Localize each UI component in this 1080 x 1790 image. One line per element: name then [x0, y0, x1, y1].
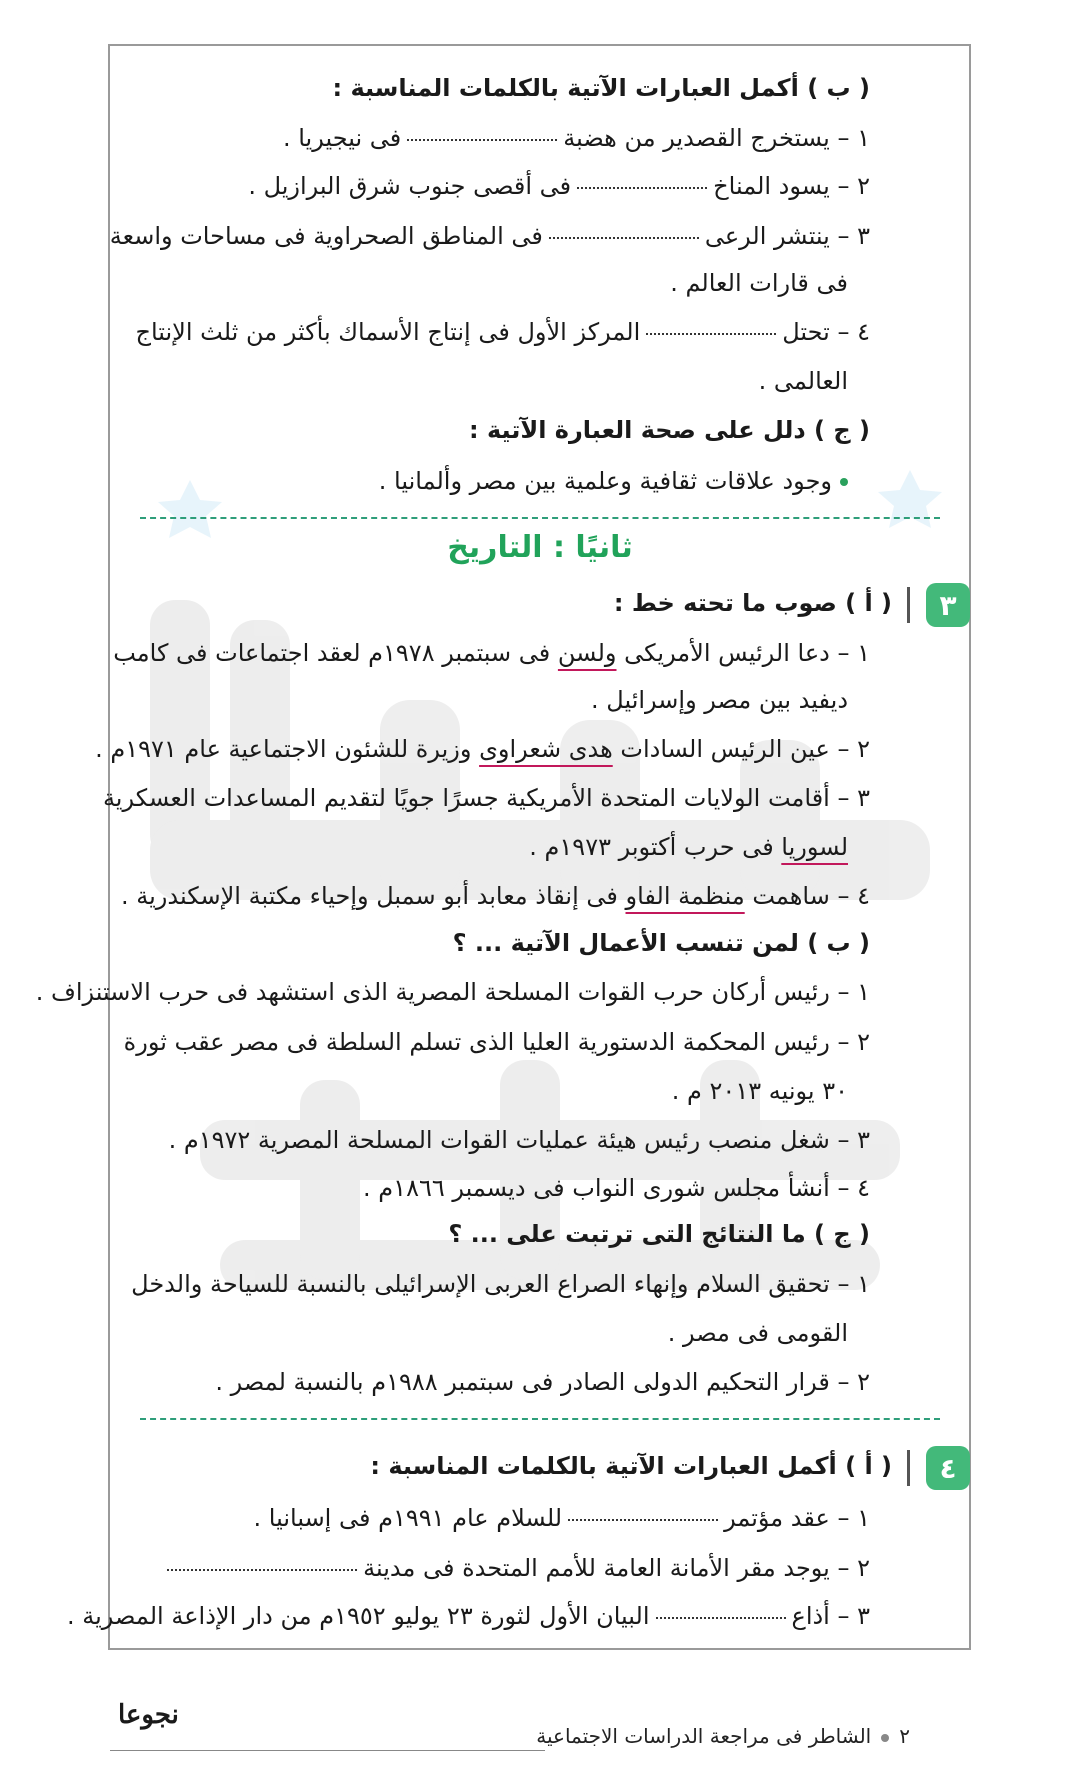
q3-a-item-4: ٤ – ساهمت منظمة الفاو فى إنقاذ معابد أبو سمبل وإحياء مكتبة الإسكندرية . — [121, 882, 870, 910]
blank-line[interactable] — [656, 1616, 786, 1619]
blank-line[interactable] — [577, 186, 707, 189]
q3-a-item-1-cont: ديفيد بين مصر وإسرائيل . — [591, 686, 848, 714]
q3-a-item-3: ٣ – أقامت الولايات المتحدة الأمريكية جسرًا جويًا لتقديم المساعدات العسكرية — [102, 784, 870, 812]
q3-b-item-3: ٣ – شغل منصب رئيس هيئة عمليات القوات المسلحة المصرية ١٩٧٢م . — [168, 1126, 870, 1154]
q3-b-item-4: ٤ – أنشأ مجلس شورى النواب فى ديسمبر ١٨٦٦م . — [363, 1174, 870, 1202]
blank-line[interactable] — [167, 1568, 357, 1571]
underlined-term: لسوريا — [781, 833, 848, 861]
underlined-term: منظمة الفاو — [625, 882, 745, 910]
q4-a-item-2: ٢ – يوجد مقر الأمانة العامة للأمم المتحدة فى مدينة — [130, 1550, 870, 1586]
blank-line[interactable] — [549, 236, 699, 239]
q3-b-heading: ( ب ) لمن تنسب الأعمال الآتية ... ؟ — [452, 929, 870, 957]
page-number: ٢ — [899, 1724, 910, 1748]
q4-a-item-1: ١ – عقد مؤتمرللسلام عام ١٩٩١م فى إسبانيا . — [253, 1504, 870, 1532]
q4-a-item-3: ٣ – أذاعالبيان الأول لثورة ٢٣ يوليو ١٩٥٢م من دار الإذاعة المصرية . — [67, 1602, 870, 1630]
page-footer — [536, 1724, 910, 1748]
question-4-badge: ٤ — [926, 1446, 970, 1490]
question-bar — [907, 1450, 910, 1486]
bullet-dot-icon — [840, 478, 848, 486]
q3-a-heading: ( أ ) صوب ما تحته خط : — [613, 589, 892, 617]
part-b-item-4: ٤ – تحتلالمركز الأول فى إنتاج الأسماك بأكثر من ثلث الإنتاج — [135, 318, 870, 346]
part-b-item-3: ٣ – ينتشر الرعىفى المناطق الصحراوية فى مساحات واسعة — [109, 222, 870, 250]
part-b-item-1: ١ – يستخرج القصدير من هضبةفى نيجيريا . — [282, 124, 870, 152]
book-title: الشاطر فى مراجعة الدراسات الاجتماعية — [536, 1724, 872, 1748]
section-divider — [140, 1418, 940, 1420]
part-c-heading: ( ج ) دلل على صحة العبارة الآتية : — [469, 416, 870, 444]
publisher-logo: نجوعا — [118, 1700, 179, 1730]
q3-a-item-1: ١ – دعا الرئيس الأمريكى ولسن فى سبتمبر ١٩٧٨م لعقد اجتماعات فى كامب — [113, 639, 870, 667]
q3-b-item-2-cont: ٣٠ يونيه ٢٠١٣ م . — [671, 1077, 848, 1105]
blank-line[interactable] — [568, 1518, 718, 1521]
underlined-term: هدى شعراوى — [479, 735, 613, 763]
footer-rule — [110, 1750, 545, 1751]
underlined-term: ولسن — [557, 639, 617, 667]
blank-line[interactable] — [646, 332, 776, 335]
q3-c-heading: ( ج ) ما النتائج التى ترتبت على ... ؟ — [448, 1220, 870, 1248]
q3-a-item-2: ٢ – عين الرئيس السادات هدى شعراوى وزيرة للشئون الاجتماعية عام ١٩٧١م . — [95, 735, 870, 763]
section-divider — [140, 517, 940, 519]
q3-b-item-2: ٢ – رئيس المحكمة الدستورية العليا الذى تسلم السلطة فى مصر عقب ثورة — [123, 1028, 870, 1056]
history-section-title: ثانيًا : التاريخ — [447, 530, 633, 565]
part-c-item: وجود علاقات ثقافية وعلمية بين مصر وألمانيا . — [108, 463, 848, 499]
q3-c-item-2: ٢ – قرار التحكيم الدولى الصادر فى سبتمبر ١٩٨٨م بالنسبة لمصر . — [215, 1368, 870, 1396]
q4-a-heading: ( أ ) أكمل العبارات الآتية بالكلمات المناسبة : — [370, 1452, 892, 1480]
part-b-item-3-cont: فى قارات العالم . — [670, 269, 848, 297]
q3-a-item-3-cont: لسوريا فى حرب أكتوبر ١٩٧٣م . — [529, 833, 848, 861]
footer-dot-icon — [881, 1734, 889, 1742]
blank-line[interactable] — [407, 138, 557, 141]
question-bar — [907, 587, 910, 623]
part-b-item-2: ٢ – يسود المناخفى أقصى جنوب شرق البرازيل . — [248, 172, 870, 200]
q3-c-item-1: ١ – تحقيق السلام وإنهاء الصراع العربى الإسرائيلى بالنسبة للسياحة والدخل — [131, 1270, 870, 1298]
part-b-item-4-cont: العالمى . — [758, 367, 848, 395]
q3-b-item-1: ١ – رئيس أركان حرب القوات المسلحة المصرية الذى استشهد فى حرب الاستنزاف . — [35, 978, 870, 1006]
part-b-heading: ( ب ) أكمل العبارات الآتية بالكلمات المناسبة : — [332, 74, 870, 102]
q3-c-item-1-cont: القومى فى مصر . — [667, 1319, 848, 1347]
question-3-badge: ٣ — [926, 583, 970, 627]
